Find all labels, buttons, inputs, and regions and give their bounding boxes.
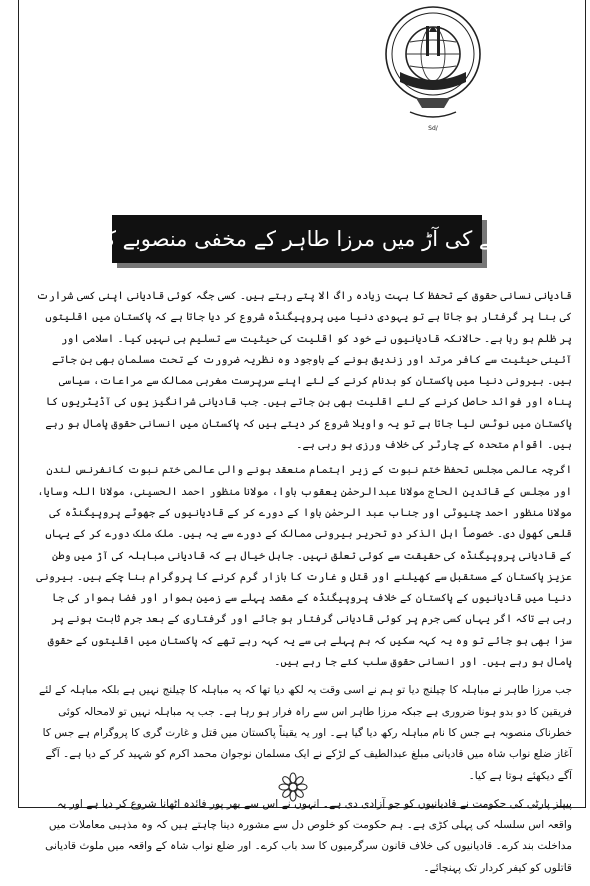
flower-ornament-icon <box>278 772 308 802</box>
logo-signature: Sd/ <box>428 125 438 132</box>
paragraph-1: قادیانی نسانی حقوق کے تحفظ کا بہت زیادہ راگ الا پتے رہتے ہیں۔ کسی جگہ کوئی قادیانی اپنی کسی شرارت کی بنا پر گرفتار ہو جاتا ہے تو یہودی دنیا میں پروپیگنڈہ شروع کر دیا جاتا ہے کہ پاکستان میں اقلیتوں پر ظلم ہو رہا ہے۔ حالانکہ قادیانیوں نے خود کو اقلیت کی حیثیت سے تسلیم ہی نہیں کیا۔ اسلامی اور آئینی حیثیت سے کافر مرتد اور زندیق ہونے کے باوجود وہ نظریہ ضرورت کے تحت مسلمان بھی بن جاتے ہیں۔ بیرونی دنیا میں پاکستان کو بدنام کرنے کے لئے اپنے سرپرست مغربی ممالک سے مراعات، سیاسی پناہ اور فوائد حاصل کرنے کے لئے اقلیت بھی بن جاتے ہیں۔ جب قادیانی شرانگیز یوں کی آڈیٹریوں کا پاکستان میں نوٹس لیا جاتا ہے تو یہ واویلا شروع کر دیتے ہیں کہ پاکستان میں انسانی حقوق پامال ہو رہے ہیں۔ اقوام متحدہ کے چارٹر کی خلاف ورزی ہو رہی ہے۔ <box>36 290 572 452</box>
globe-emblem-icon <box>382 2 484 134</box>
paragraph-3: جب مرزا طاہر نے مباہلہ کا چیلنج دیا تو ہم نے اسی وقت یہ لکھ دیا تھا کہ یہ مباہلہ کا چیلنج نہیں ہے بلکہ مباہلہ کے لئے فریقین کا دو بدو ہونا ضروری ہے جبکہ مرزا طاہر اس سے راہ فرار ہو رہا ہے۔ جب یہ مباہلہ نہیں تو لامحالہ کوئی خطرناک منصوبہ ہے جس کا نام مباہلہ رکھ دیا گیا ہے۔ اور یہ یقیناً پاکستان میں قتل و غارت گری کا پروگرام ہے جس کا آغاز ضلع نواب شاہ میں قادیانی مبلغ عبدالطیف کے لڑکے نے ایک مسلمان نوجوان محمد اکرم کو شہید کر کے دیا ہے۔ آگے آگے دیکھئے ہوتا ہے کیا۔ <box>39 684 572 782</box>
organization-logo <box>382 2 484 134</box>
headline-text: مباہلے کی آڑ میں مرزا طاہر کے مخفی منصوبے کا آغاز <box>59 227 535 251</box>
paragraph-4: پیپلز پارٹی کی حکومت نے قادیانیوں کو جو آزادی دی ہے۔ انہوں نے اس سے بھر پور فائدہ اٹھانا شروع کر دیا ہے اور یہ واقعہ اس سلسلہ کی پہلی کڑی ہے۔ ہم حکومت کو خلوص دل سے مشورہ دینا چاہتے ہیں کہ وہ مذہبی معاملات میں مداخلت بند کرے۔ قادیانیوں کی خلاف قانون سرگرمیوں کا سد باب کرے۔ اور ضلع نواب شاہ کے واقعہ میں ملوث قادیانی قاتلوں کو کیفر کردار تک پہنچائے۔ <box>45 797 572 874</box>
paragraph-2: اگرچہ عالمی مجلس تحفظ ختم نبوت کے زیر اہتمام منعقد ہونے والی عالمی ختم نبوت کانفرنس لندن اور مجلس کے قائدین الحاج مولانا عبدالرحمٰن یعقوب باوا، مولانا منظور احمد الحسینی، مولانا اللہ وسایا، مولانا منظور احمد چنیوٹی اور جناب عبد الرحمٰن باوا کے دورے کر کے قادیانیوں کے جھوٹے پروپیگنڈہ کی قلعی کھول دی۔ خصوصاً اہل الذکر دو تحریر بیرونی ممالک کے دورے سے یہ ہیں۔ ملک ملک دورے کر کے یہاں کے قادیانی پروپیگنڈہ کی حقیقت سے کوئی تعلق نہیں۔ جاہل خیال ہے کہ قادیانی مباہلہ کی آڑ میں وطن عزیز پاکستان کے مستقبل سے کھیلنے اور قتل و غارت کا بازار گرم کرنے کا پروگرام بنا چکے ہیں۔ بیرونی دنیا میں قادیانیوں کے پاکستان کے خلاف پروپیگنڈہ کے مقصد پہلے سے زمین ہموار اور فضا ہموار کی جا رہی ہے تاکہ اگر یہاں کسی جرم پر کوئی قادیانی گرفتار ہو جائے اور گرفتاری کے بعد جرم ثابت ہونے پر سزا بھی ہو جائے تو وہ یہ کہہ سکیں کہ ہم پہلے ہی سے یہ کہہ رہے تھے کہ پاکستان میں اقلیتوں کے حقوق پامال ہو رہے ہیں۔ اور انسانی حقوق سلب کئے جا رہے ہیں۔ <box>36 464 572 669</box>
headline-banner <box>59 215 535 263</box>
